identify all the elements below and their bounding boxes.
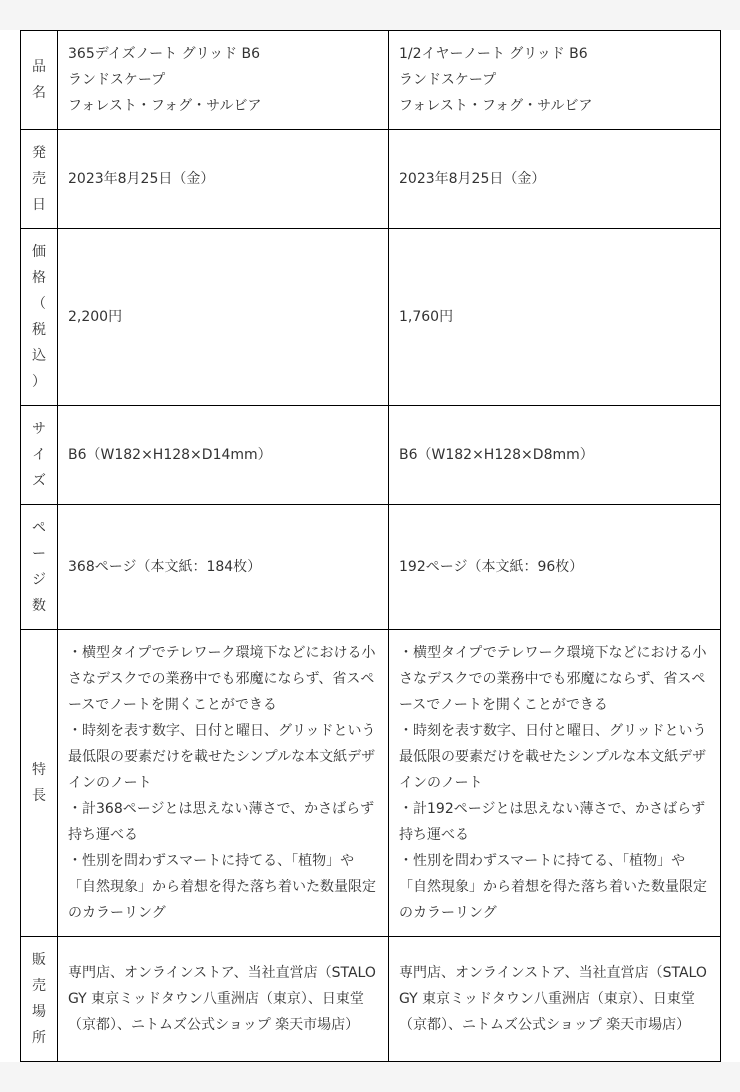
- product2-price: 1,760円: [389, 229, 721, 406]
- row-label-cell: [21, 937, 58, 1062]
- feature-item: ・横型タイプでテレワーク環境下などにおける小さなデスクでの業務中でも邪魔にならず、省スペースでノートを開くことができる: [68, 645, 376, 713]
- feature-item: ・性別を問わずスマートに持てる、「植物」や「自然現象」から着想を得た落ち着いた数量限定のカラーリング: [399, 853, 707, 921]
- product1-name-line: フォレスト・フォグ・サルビア: [68, 98, 262, 114]
- feature-item: ・性別を問わずスマートに持てる、「植物」や「自然現象」から着想を得た落ち着いた数量限定のカラーリング: [68, 853, 376, 921]
- product1-features-cell: [58, 630, 389, 937]
- row-label-cell: [21, 229, 58, 406]
- table-row-release-date: [21, 130, 721, 229]
- feature-item: ・横型タイプでテレワーク環境下などにおける小さなデスクでの業務中でも邪魔にならず、省スペースでノートを開くことができる: [399, 645, 707, 713]
- product2-release-date: 2023年8月25日（金）: [389, 130, 721, 229]
- product2-page-count: 192ページ（本文紙：96枚）: [389, 505, 721, 630]
- row-label-release-date: 発売日: [32, 145, 46, 213]
- spec-table-container: [20, 30, 720, 1062]
- table-row-size: [21, 406, 721, 505]
- row-label-product-name: 品名: [32, 59, 46, 101]
- row-label-cell: [21, 130, 58, 229]
- product2-name-line: ランドスケープ: [399, 72, 497, 88]
- row-label-cell: [21, 31, 58, 130]
- row-label-features: 特長: [32, 762, 46, 804]
- bottom-margin: [0, 1062, 740, 1092]
- table-row-page-count: [21, 505, 721, 630]
- table-row-price: [21, 229, 721, 406]
- product1-name-cell: [58, 31, 389, 130]
- top-margin: [0, 0, 740, 30]
- row-label-cell: [21, 505, 58, 630]
- product1-sales-locations: 専門店、オンラインストア、当社直営店（STALOGY 東京ミッドタウン八重洲店（東京）、日東堂（京都）、ニトムズ公式ショップ 楽天市場店）: [58, 937, 389, 1062]
- feature-item: ・時刻を表す数字、日付と曜日、グリッドという最低限の要素だけを載せたシンプルな本文紙デザインのノート: [399, 723, 707, 791]
- product1-release-date: 2023年8月25日（金）: [58, 130, 389, 229]
- product1-name-line: 365デイズノート グリッド B6: [68, 46, 261, 62]
- table-row-features: [21, 630, 721, 937]
- feature-item: ・時刻を表す数字、日付と曜日、グリッドという最低限の要素だけを載せたシンプルな本文紙デザインのノート: [68, 723, 376, 791]
- row-label-cell: [21, 630, 58, 937]
- product1-name-line: ランドスケープ: [68, 72, 166, 88]
- row-label-page-count: ページ数: [32, 520, 46, 614]
- product1-page-count: 368ページ（本文紙：184枚）: [58, 505, 389, 630]
- product2-name-line: 1/2イヤーノート グリッド B6: [399, 46, 588, 62]
- product2-name-line: フォレスト・フォグ・サルビア: [399, 98, 593, 114]
- row-label-cell: [21, 406, 58, 505]
- product-spec-table: [20, 30, 721, 1062]
- feature-item: ・計368ページとは思えない薄さで、かさばらず持ち運べる: [68, 801, 375, 843]
- row-label-size: サイズ: [32, 421, 46, 489]
- row-label-price: 価格（税込）: [32, 244, 46, 390]
- product2-size: B6（W182×H128×D8mm）: [389, 406, 721, 505]
- product2-name-cell: [389, 31, 721, 130]
- feature-item: ・計192ページとは思えない薄さで、かさばらず持ち運べる: [399, 801, 706, 843]
- table-row-product-name: [21, 31, 721, 130]
- product1-size: B6（W182×H128×D14mm）: [58, 406, 389, 505]
- product2-sales-locations: 専門店、オンラインストア、当社直営店（STALOGY 東京ミッドタウン八重洲店（東京）、日東堂（京都）、ニトムズ公式ショップ 楽天市場店）: [389, 937, 721, 1062]
- product2-features-cell: [389, 630, 721, 937]
- row-label-sales-locations: 販売場所: [32, 952, 46, 1046]
- table-row-sales-locations: [21, 937, 721, 1062]
- product1-price: 2,200円: [58, 229, 389, 406]
